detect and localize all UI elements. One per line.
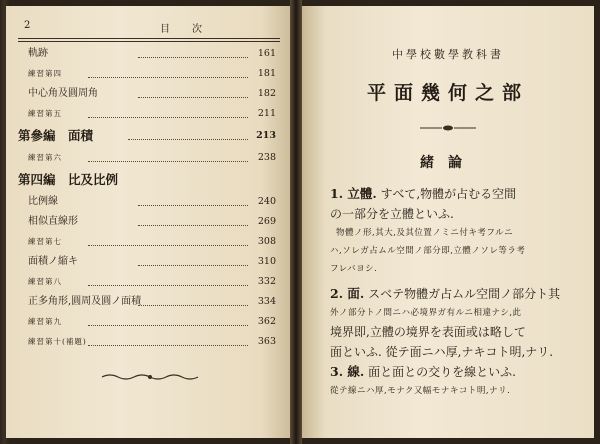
toc-entry-label: 正多角形,圓周及圓ノ面積 bbox=[28, 296, 142, 307]
toc-entry bbox=[18, 212, 276, 232]
toc-entry-page: 182 bbox=[257, 88, 276, 99]
toc-entry bbox=[18, 84, 276, 104]
book-gutter bbox=[290, 0, 302, 444]
toc-entry bbox=[18, 312, 276, 332]
toc-leader-dots bbox=[88, 117, 248, 118]
toc-entry bbox=[18, 252, 276, 272]
toc-entry-label: 練習第九 bbox=[28, 317, 62, 326]
toc-entry bbox=[18, 44, 276, 64]
toc-entry-page: 332 bbox=[257, 276, 276, 287]
toc-entry-page: 240 bbox=[257, 196, 276, 207]
body-line: 外ノ部分トノ間ニハ必境界ガ有ルニ相違ナシ,此 bbox=[330, 308, 522, 318]
toc-title: 目 次 bbox=[160, 24, 208, 35]
toc-entry-page: 310 bbox=[257, 256, 276, 267]
toc-entry-label: 軌跡 bbox=[28, 48, 48, 59]
toc-entry-label: 第參編 面積 bbox=[18, 128, 94, 143]
toc-entry-label: 相似直線形 bbox=[28, 216, 78, 227]
toc-leader-dots bbox=[138, 57, 248, 58]
toc-entry-label: 練習第五 bbox=[28, 109, 62, 118]
toc-entry-label: 比例線 bbox=[28, 196, 58, 207]
right-page-text bbox=[302, 6, 594, 438]
end-ornament bbox=[100, 372, 200, 382]
toc-leader-dots bbox=[88, 345, 248, 346]
toc-entry-page: 269 bbox=[257, 216, 276, 227]
toc-entry bbox=[18, 64, 276, 84]
toc-leader-dots bbox=[88, 325, 248, 326]
toc-leader-dots bbox=[128, 139, 248, 140]
body-line: 境界即,立體の境界を表面或は略して bbox=[330, 325, 526, 339]
toc-leader-dots bbox=[88, 245, 248, 246]
definition-line: 2. 面. スベテ物體ガ占ムル空間ノ部分ト其 bbox=[330, 286, 561, 301]
body-line: 面といふ. 從テ面ニハ厚,ナキコト明,ナリ. bbox=[330, 345, 554, 359]
body-text bbox=[330, 184, 582, 400]
toc-leader-dots bbox=[138, 205, 248, 206]
definition-term: 1. 立體. bbox=[330, 186, 377, 201]
left-page-toc bbox=[6, 6, 290, 438]
body-line: フレバヨシ. bbox=[330, 264, 378, 274]
toc-leader-dots bbox=[88, 77, 248, 78]
toc-entry bbox=[18, 292, 276, 312]
body-line: 從テ線ニハ厚,モナク又幅モナキコト明,ナリ. bbox=[330, 386, 511, 396]
toc-entry-page: 362 bbox=[257, 316, 276, 327]
toc-entry-page: 308 bbox=[257, 236, 276, 247]
body-line: の一部分を立體といふ. bbox=[330, 207, 454, 221]
definition-line: 3. 線. 面と面との交りを線といふ. bbox=[330, 364, 516, 379]
part-title: 平面幾何之部 bbox=[366, 82, 529, 104]
toc-entry-label: 面積ノ縮キ bbox=[28, 256, 78, 267]
section-title: 緒論 bbox=[420, 155, 476, 171]
toc-entry-label: 練習第四 bbox=[28, 69, 62, 78]
toc-entry-label: 第四編 比及比例 bbox=[18, 172, 119, 187]
page-number: 2 bbox=[24, 20, 31, 31]
toc-leader-dots bbox=[138, 97, 248, 98]
toc-entry-page: 161 bbox=[257, 48, 276, 59]
toc-leader-dots bbox=[138, 305, 248, 306]
toc-entry bbox=[18, 104, 276, 124]
toc-list bbox=[18, 44, 276, 352]
toc-entry-page: 363 bbox=[257, 336, 276, 347]
toc-entry bbox=[18, 332, 276, 352]
toc-entry bbox=[18, 272, 276, 292]
toc-entry-page: 334 bbox=[257, 296, 276, 307]
header-rule bbox=[18, 38, 280, 42]
toc-entry-label: 練習第六 bbox=[28, 153, 62, 162]
toc-leader-dots bbox=[138, 225, 248, 226]
toc-entry bbox=[18, 192, 276, 212]
series-title: 中學校數學教科書 bbox=[392, 48, 504, 61]
toc-entry-label: 練習第八 bbox=[28, 277, 62, 286]
toc-entry bbox=[18, 124, 276, 148]
body-line: 物體ノ形,其大,及其位置ノミニ付キ考フルニ bbox=[336, 228, 514, 238]
title-flourish bbox=[418, 124, 478, 132]
toc-entry-label: 練習第十(補題) bbox=[28, 337, 87, 346]
toc-leader-dots bbox=[138, 265, 248, 266]
toc-entry bbox=[18, 148, 276, 168]
toc-entry-page: 213 bbox=[256, 130, 276, 141]
toc-entry-page: 211 bbox=[257, 108, 276, 119]
toc-leader-dots bbox=[88, 285, 248, 286]
definition-term: 3. 線. bbox=[330, 364, 365, 379]
toc-entry bbox=[18, 168, 276, 192]
toc-entry bbox=[18, 232, 276, 252]
toc-entry-label: 中心角及圓周角 bbox=[28, 88, 98, 99]
definition-term: 2. 面. bbox=[330, 286, 365, 301]
body-line: ハ,ソレガ占ムル空間ノ部分即,立體ノソレ等ラ考 bbox=[330, 246, 526, 256]
toc-leader-dots bbox=[88, 161, 248, 162]
toc-entry-page: 238 bbox=[257, 152, 276, 163]
toc-header bbox=[20, 20, 280, 36]
definition-line: 1. 立體. すべて,物體が占むる空間 bbox=[330, 186, 517, 201]
toc-entry-label: 練習第七 bbox=[28, 237, 62, 246]
toc-entry-page: 181 bbox=[257, 68, 276, 79]
